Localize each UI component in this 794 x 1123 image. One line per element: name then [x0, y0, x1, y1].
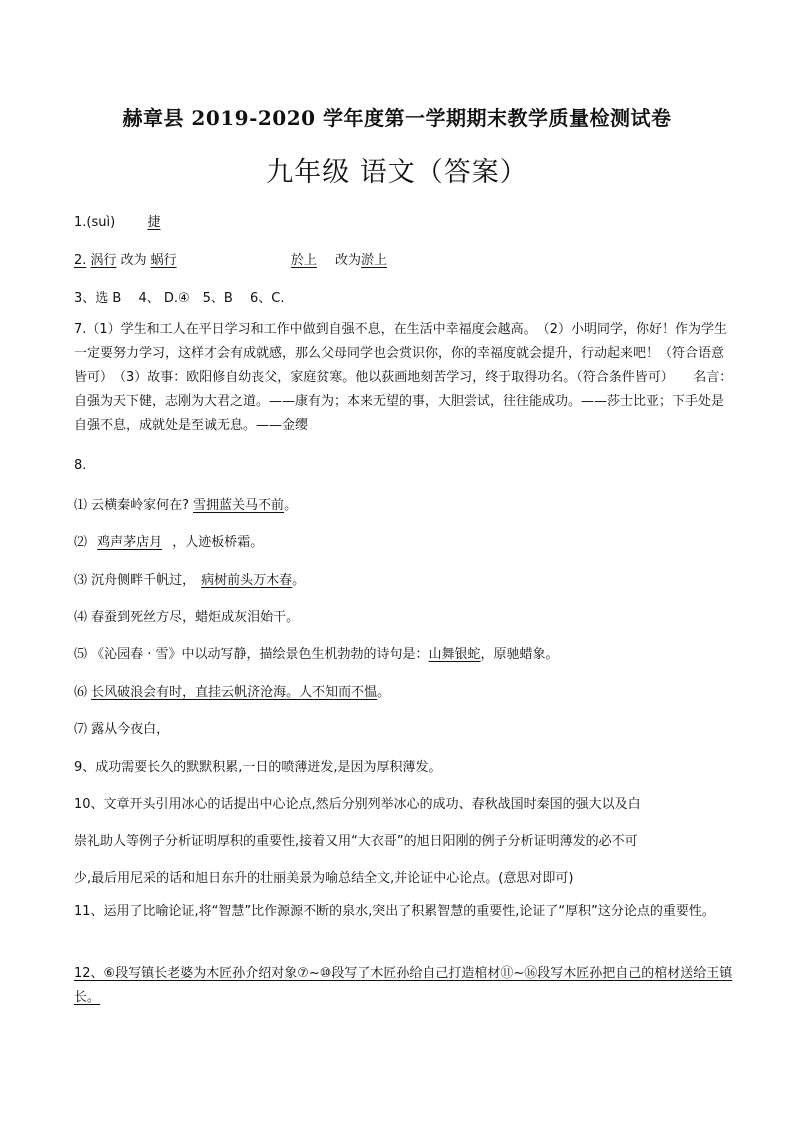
answer-8-2 [74, 531, 263, 550]
answer-8-label: 8. [74, 458, 87, 473]
answer-8-5-value: 山舞银蛇 [428, 647, 481, 662]
answer-8-2-prefix: ⑵ [74, 535, 92, 550]
answer-8-1 [74, 494, 297, 513]
answer-8-6-suffix: 。 [377, 685, 391, 700]
answer-8-3-value: 病树前头万木春 [201, 573, 293, 588]
answer-8-7: ⑺ 露从今夜白， [74, 722, 170, 737]
answer-8-2-suffix: ，人迹板桥霜。 [168, 535, 264, 550]
answer-2-right-1: 蜗行 [150, 253, 177, 268]
answer-12: 12、⑥段写镇长老婆为木匠孙介绍对象⑦~⑩段写了木匠孙给自己打造棺材⑪~⑯段写木匠孙把自己的棺材送给王镇长。 [74, 966, 733, 1005]
answer-8-3 [74, 569, 305, 588]
answer-2-prefix: 2. [74, 253, 87, 268]
answer-8-4: ⑷ 春蚕到死丝方尽，蜡炬成灰泪始干。 [74, 610, 300, 625]
answer-7: 7.（1）学生和工人在平日学习和工作中做到自强不息，在生活中幸福度会越高。 （2）小明同学，你好！作为学生一定要努力学习，这样才会有成就感，那么父母同学也会赏识你，你的幸福度就会提升，行动起来吧！（符合语意皆可） （3）故事：欧阳修自幼丧父，家庭贫寒。他以荻画地刻苦学习，终于取得功名。（符合条件皆可） 名言：自强为天下健，志刚为大君之道。——康有为；本来无望的事，大胆尝试，往往能成功。——莎士比亚；下手处是自强不息，成就处是至诚无息。——金缨 [74, 322, 733, 433]
answer-8-3-suffix: 。 [292, 573, 306, 588]
answer-3-6: 3、选 B 4、 D.④ 5、B 6、C. [74, 291, 285, 306]
answer-8-6-prefix: ⑹ [74, 685, 92, 700]
answer-8-3-prefix: ⑶ 沉舟侧畔千帆过， [74, 573, 196, 588]
answer-2-right-2: 淤上 [361, 253, 388, 268]
answer-8-1-value: 雪拥蓝关马不前 [193, 498, 285, 513]
exam-title: 赫章县 2019-2020 学年度第一学期期末教学质量检测试卷 [122, 106, 672, 130]
answer-2-change-2: 改为 [335, 253, 362, 268]
answer-8-5-suffix: ，原驰蜡象。 [480, 647, 559, 662]
exam-subtitle: 九年级 语文（答案） [266, 157, 528, 188]
answer-2-wrong-1: 涡行 [90, 253, 117, 268]
answer-2 [74, 249, 403, 268]
answer-11: 11、运用了比喻论证,将“智慧”比作源源不断的泉水,突出了积累智慧的重要性,论证了“厚积”这分论点的重要性。 [74, 904, 715, 919]
answer-9: 9、成功需要长久的默默积累,一日的喷薄迸发,是因为厚积薄发。 [74, 760, 442, 775]
answer-8-5 [74, 643, 559, 662]
answer-10-line-1: 10、文章开头引用冰心的话提出中心论点,然后分别列举冰心的成功、春秋战国时秦国的强大以及白 [74, 797, 641, 812]
answer-1 [74, 211, 166, 230]
answer-10-line-3: 少,最后用尼采的话和旭日东升的壮丽美景为喻总结全文,并论证中心论点。(意思对即可) [74, 871, 574, 886]
answer-2-wrong-2: 於上 [290, 253, 317, 268]
answer-8-1-suffix: 。 [284, 498, 298, 513]
answer-1-value: 捷 [147, 215, 161, 230]
answer-2-change-1: 改为 [120, 253, 147, 268]
answer-10-line-2: 崇礼助人等例子分析证明厚积的重要性,接着又用“大衣哥”的旭日阳刚的例子分析证明薄发的必不可 [74, 834, 638, 849]
answer-8-2-value: 鸡声茅店月 [97, 535, 163, 550]
answer-8-1-prefix: ⑴ 云横秦岭家何在? [74, 498, 190, 513]
answer-8-5-prefix: ⑸ 《沁园春 · 雪》中以动写静，描绘景色生机勃勃的诗句是： [74, 647, 429, 662]
answer-8-6-value: 长风破浪会有时，直挂云帆济沧海。人不知而不愠 [91, 685, 378, 700]
answer-1-prefix: 1.(suì) [74, 215, 116, 230]
answer-8-6 [74, 681, 390, 700]
